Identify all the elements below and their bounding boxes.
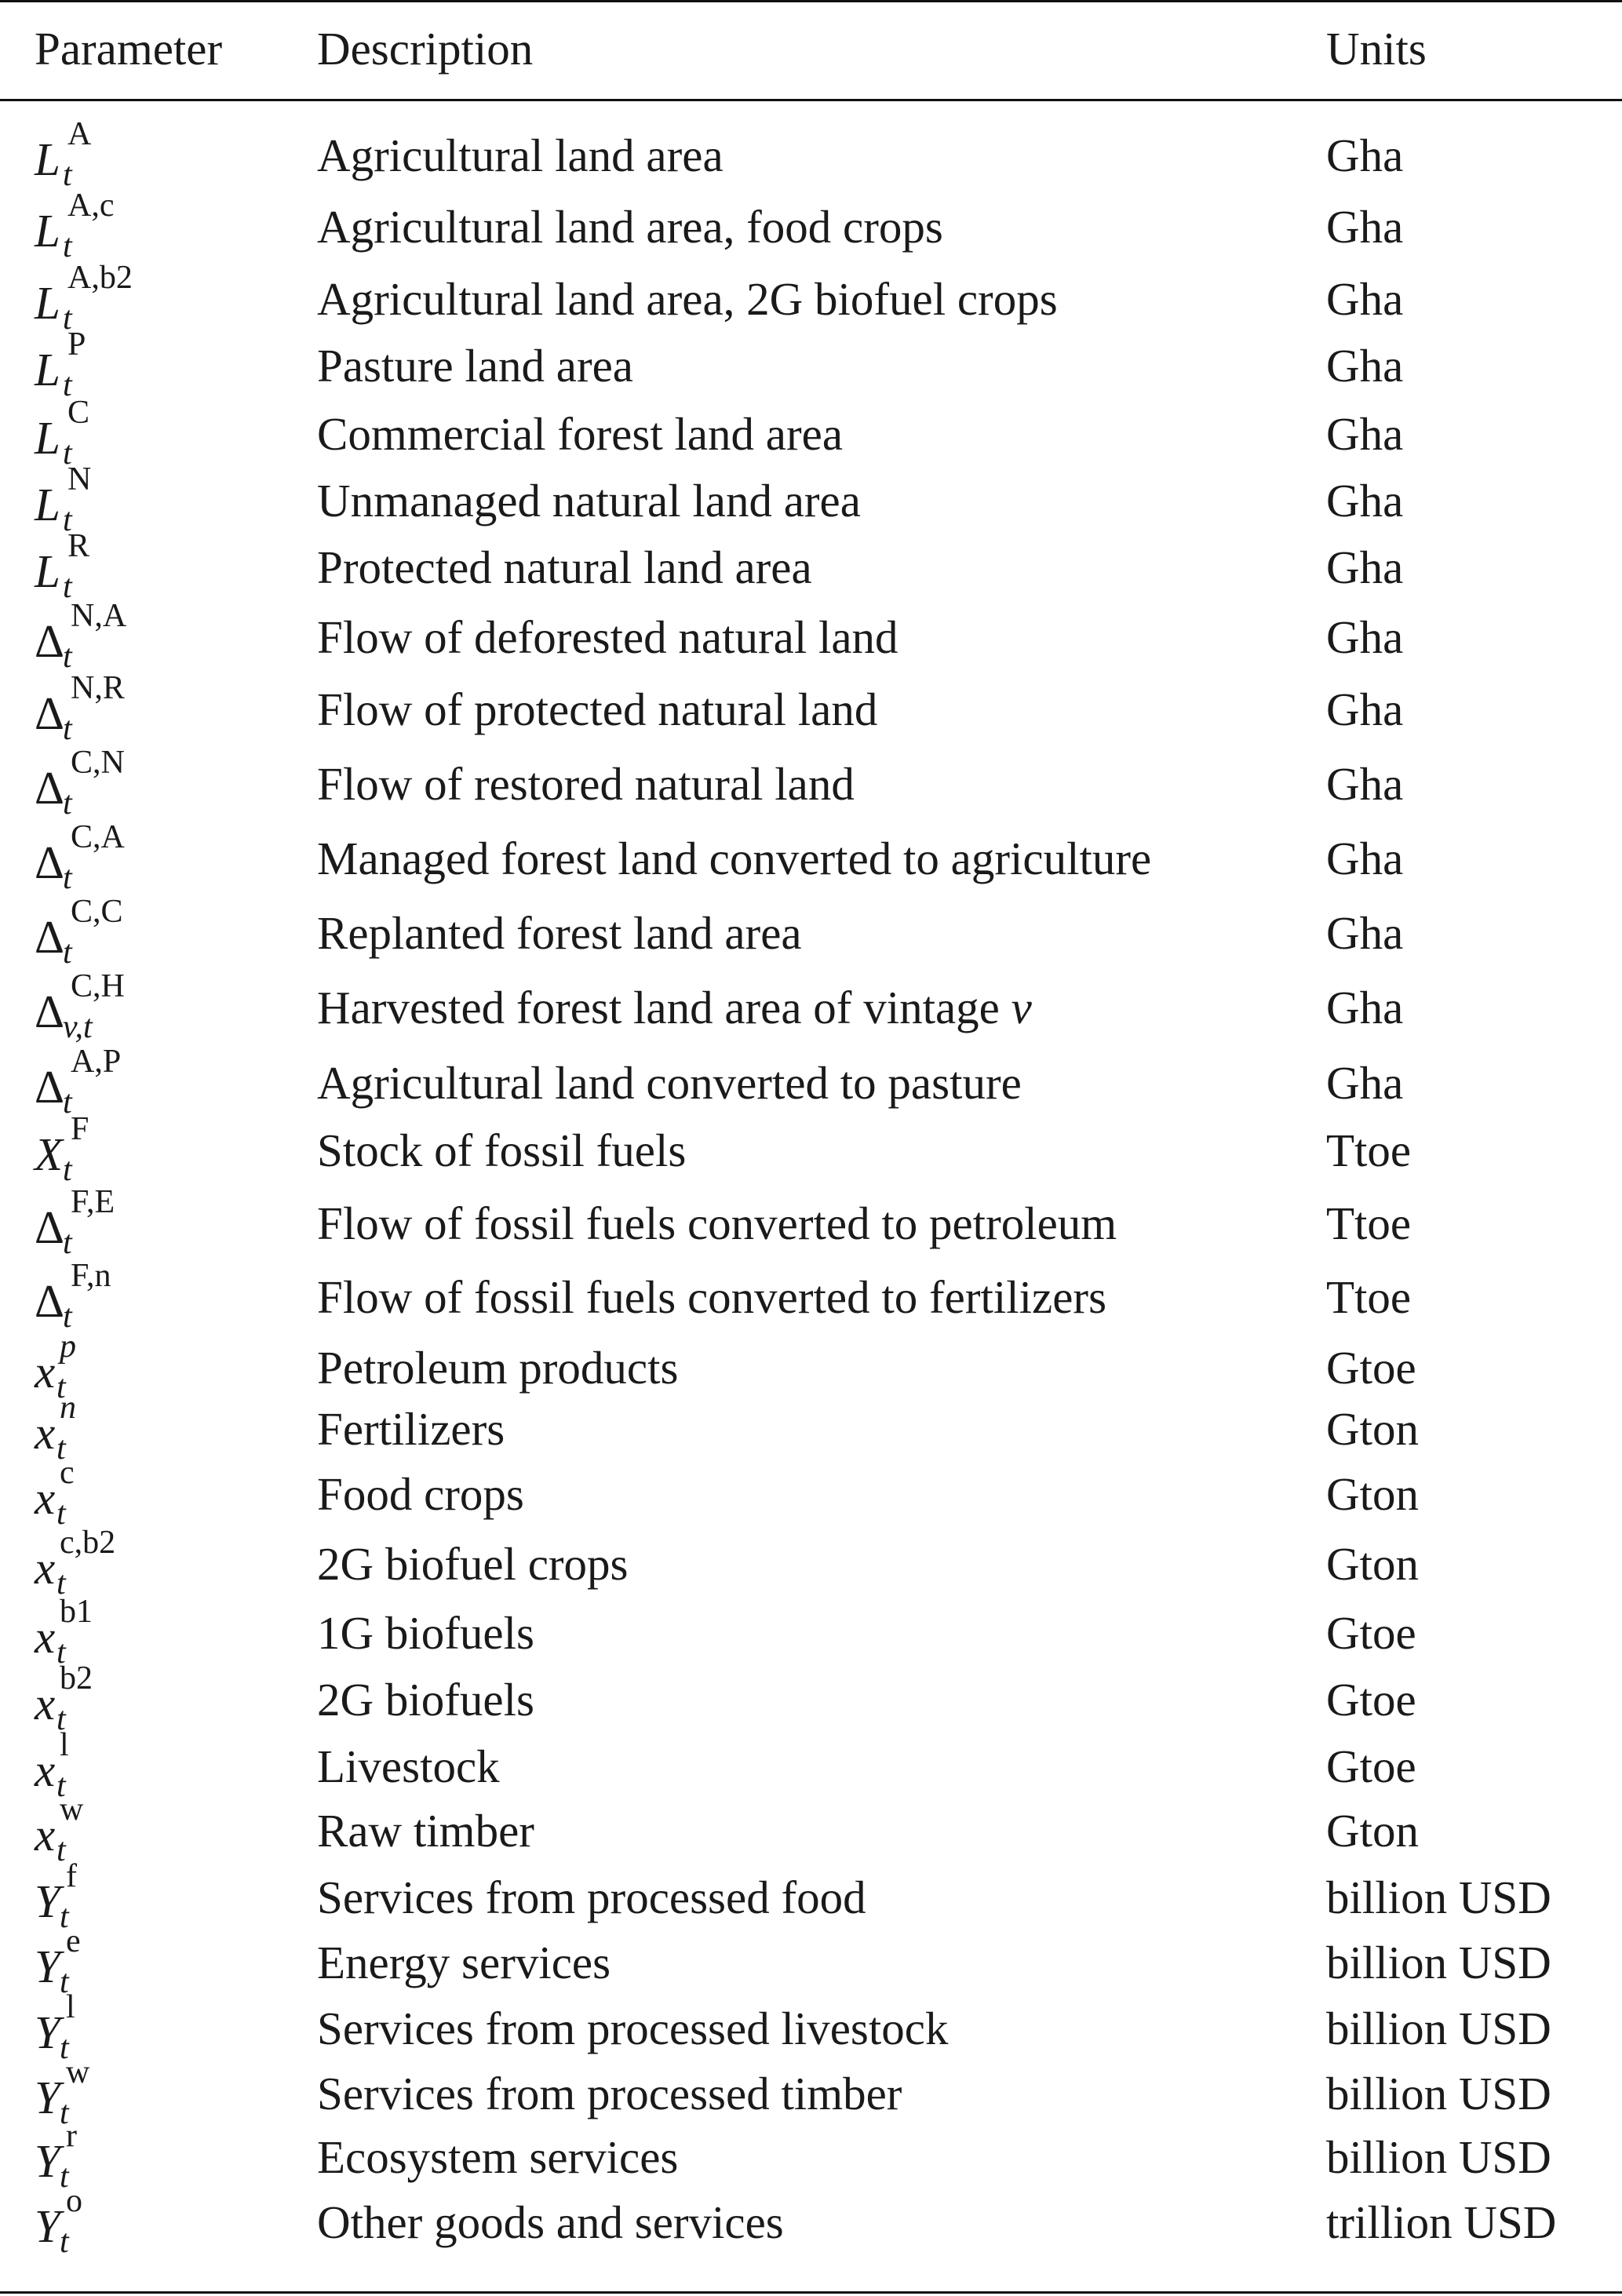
symbol-superscript: b1 <box>60 1594 93 1630</box>
row-unit: Gha <box>1326 129 1404 181</box>
parameter-symbol <box>35 894 301 971</box>
symbol-base: L <box>35 545 60 597</box>
symbol-superscript: o <box>66 2183 82 2219</box>
row-description <box>317 606 898 669</box>
row-description <box>317 195 943 258</box>
row-unit: billion USD <box>1326 1871 1551 1923</box>
symbol-base: x <box>35 1678 56 1729</box>
row-unit: Gha <box>1326 273 1404 325</box>
row-unit: Gtoe <box>1326 1740 1416 1792</box>
symbol-superscript: f <box>66 1858 77 1894</box>
symbol-base: Δ <box>35 986 64 1037</box>
table-row <box>0 1184 1622 1261</box>
description-text: Flow of deforested natural land <box>317 611 898 663</box>
parameter-symbol <box>35 1258 301 1335</box>
symbol-superscript: l <box>60 1727 69 1763</box>
table-row <box>0 188 1622 264</box>
symbol-subscript: v,t <box>63 1009 93 1045</box>
row-unit: Gtoe <box>1326 1607 1416 1659</box>
description-text: Flow of fossil fuels converted to petroleum <box>317 1197 1117 1249</box>
description-text: Energy services <box>317 1937 611 1988</box>
header-rule <box>0 99 1622 101</box>
description-text: Protected natural land area <box>317 541 812 593</box>
symbol-superscript: A <box>67 116 92 152</box>
row-description <box>317 1398 505 1460</box>
row-unit: Gton <box>1326 1538 1419 1590</box>
symbol-superscript: C,C <box>71 894 123 930</box>
row-unit: Gton <box>1326 1468 1419 1520</box>
parameter-symbol <box>35 1923 301 2000</box>
description-text: Fertilizers <box>317 1403 505 1455</box>
symbol-superscript: c,b2 <box>60 1525 116 1561</box>
symbol-subscript: t <box>56 1768 66 1804</box>
symbol-base: Δ <box>35 1061 64 1113</box>
symbol-superscript: e <box>66 1923 81 1959</box>
row-unit: Gton <box>1326 1805 1419 1857</box>
row-unit: billion USD <box>1326 1937 1551 1988</box>
table-row <box>0 260 1622 337</box>
symbol-subscript: t <box>63 157 72 193</box>
symbol-base: Δ <box>35 687 64 739</box>
symbol-subscript: t <box>60 1899 69 1935</box>
row-unit: billion USD <box>1326 2131 1551 2183</box>
row-description <box>317 1119 686 1182</box>
description-text: Commercial forest land area <box>317 408 844 460</box>
symbol-subscript: t <box>63 785 72 822</box>
description-text: Services from processed timber <box>317 2068 902 2119</box>
row-description <box>317 1735 500 1798</box>
row-description <box>317 469 861 532</box>
description-text: Harvested forest land area of vintage <box>317 982 1000 1033</box>
symbol-subscript: t <box>63 935 72 971</box>
symbol-subscript: t <box>63 1299 72 1335</box>
description-text: Agricultural land area, 2G biofuel crops <box>317 273 1058 325</box>
symbol-base: Y <box>35 2072 60 2123</box>
description-text: Ecosystem services <box>317 2131 679 2183</box>
description-text: Managed forest land converted to agriculture <box>317 833 1152 884</box>
row-unit: Ttoe <box>1326 1271 1412 1323</box>
row-unit: Gha <box>1326 201 1404 253</box>
symbol-base: x <box>35 1611 56 1663</box>
row-description <box>317 1997 948 2060</box>
symbol-subscript: t <box>63 860 72 896</box>
table-row <box>0 2183 1622 2260</box>
symbol-superscript: C <box>67 395 90 431</box>
row-unit: Gha <box>1326 1057 1404 1109</box>
row-description <box>317 536 812 599</box>
symbol-subscript: t <box>63 502 72 538</box>
symbol-base: x <box>35 1542 56 1594</box>
parameter-symbol <box>35 1525 301 1602</box>
parameter-symbol <box>35 1989 301 2066</box>
symbol-base: L <box>35 205 60 257</box>
symbol-subscript: t <box>63 711 72 747</box>
symbol-superscript: C,H <box>71 968 125 1004</box>
table-row <box>0 116 1622 193</box>
row-description <box>317 2062 902 2125</box>
row-unit: Gha <box>1326 683 1404 735</box>
table-row <box>0 1791 1622 1868</box>
parameter-symbol <box>35 461 301 538</box>
parameter-symbol <box>35 2183 301 2260</box>
description-text: Services from processed livestock <box>317 2003 949 2054</box>
symbol-subscript: t <box>56 1832 66 1868</box>
row-unit: Gton <box>1326 1403 1419 1455</box>
row-description <box>317 678 877 741</box>
symbol-base: Δ <box>35 836 64 888</box>
symbol-base: L <box>35 344 60 395</box>
table-row <box>0 1258 1622 1335</box>
symbol-subscript: t <box>63 367 72 403</box>
symbol-superscript: F,n <box>71 1258 111 1294</box>
table-row <box>0 326 1622 403</box>
table-row <box>0 598 1622 675</box>
parameter-symbol <box>35 188 301 264</box>
parameter-symbol <box>35 260 301 337</box>
row-unit: trillion USD <box>1326 2196 1557 2248</box>
table-row <box>0 1111 1622 1188</box>
symbol-subscript: t <box>56 1496 66 1532</box>
symbol-superscript: P <box>67 326 86 363</box>
table-row <box>0 1328 1622 1405</box>
parameter-symbol <box>35 395 301 472</box>
description-text: Raw timber <box>317 1805 534 1857</box>
symbol-superscript: w <box>66 2054 90 2090</box>
row-description <box>317 1266 1106 1328</box>
symbol-base: Y <box>35 2200 60 2252</box>
symbol-subscript: t <box>56 1565 66 1602</box>
symbol-subscript: t <box>63 1084 72 1121</box>
parameter-symbol <box>35 1727 301 1804</box>
table-row <box>0 745 1622 822</box>
parameter-symbol <box>35 1858 301 1935</box>
symbol-subscript: t <box>60 2224 69 2260</box>
symbol-superscript: F,E <box>71 1184 115 1220</box>
row-description <box>317 1668 534 1731</box>
table-row <box>0 1390 1622 1467</box>
row-description <box>317 403 843 465</box>
symbol-base: Y <box>35 1941 60 1992</box>
table-row <box>0 968 1622 1045</box>
symbol-base: x <box>35 1809 56 1860</box>
symbol-subscript: t <box>63 301 72 337</box>
description-text: Petroleum products <box>317 1342 679 1394</box>
symbol-superscript: l <box>66 1989 75 2025</box>
table-header <box>0 17 1622 80</box>
symbol-subscript: t <box>63 569 72 605</box>
row-description <box>317 1051 1022 1114</box>
symbol-base: x <box>35 1407 56 1459</box>
description-text: Pasture land area <box>317 340 633 392</box>
description-text: Unmanaged natural land area <box>317 475 861 527</box>
row-description <box>317 124 724 187</box>
parameter-symbol <box>35 116 301 193</box>
parameter-symbol <box>35 1455 301 1532</box>
description-text: Other goods and services <box>317 2196 784 2248</box>
symbol-superscript: N,R <box>71 670 125 706</box>
description-text: 1G biofuels <box>317 1607 534 1659</box>
description-text: Replanted forest land area <box>317 907 802 959</box>
row-unit: Ttoe <box>1326 1124 1412 1176</box>
parameter-symbol <box>35 1390 301 1467</box>
top-rule <box>0 0 1622 2</box>
row-description <box>317 1931 611 1994</box>
symbol-base: X <box>35 1128 64 1180</box>
row-unit: Gtoe <box>1326 1342 1416 1394</box>
parameter-symbol <box>35 1594 301 1671</box>
table-row <box>0 1455 1622 1532</box>
description-text: Flow of restored natural land <box>317 758 855 810</box>
symbol-base: L <box>35 277 60 329</box>
row-unit: billion USD <box>1326 2003 1551 2054</box>
table-row <box>0 894 1622 971</box>
symbol-base: Δ <box>35 762 64 814</box>
description-text: Livestock <box>317 1740 500 1792</box>
row-description <box>317 1866 866 1929</box>
description-text: Agricultural land converted to pasture <box>317 1057 1022 1109</box>
parameter-symbol <box>35 326 301 403</box>
description-text: 2G biofuel crops <box>317 1538 629 1590</box>
description-text: Agricultural land area, food crops <box>317 201 943 253</box>
table-row <box>0 1923 1622 2000</box>
row-unit: Gha <box>1326 541 1404 593</box>
symbol-superscript: A,P <box>71 1044 122 1080</box>
row-description <box>317 976 1032 1039</box>
row-description <box>317 1532 629 1595</box>
description-text: Food crops <box>317 1468 524 1520</box>
symbol-base: Δ <box>35 615 64 667</box>
table-row <box>0 395 1622 472</box>
symbol-base: Y <box>35 1875 60 1927</box>
table-row <box>0 1044 1622 1121</box>
parameter-symbol <box>35 1044 301 1121</box>
symbol-subscript: t <box>60 2159 69 2195</box>
symbol-subscript: t <box>60 1964 69 2000</box>
row-description <box>317 2126 678 2188</box>
row-description <box>317 1463 524 1525</box>
symbol-base: Δ <box>35 1275 64 1327</box>
description-text: Flow of fossil fuels converted to fertilizers <box>317 1271 1107 1323</box>
parameter-symbol <box>35 598 301 675</box>
table-row <box>0 1594 1622 1671</box>
symbol-superscript: b2 <box>60 1660 93 1696</box>
symbol-subscript: t <box>63 639 72 675</box>
parameter-symbol <box>35 745 301 822</box>
row-description <box>317 1336 678 1399</box>
table-row <box>0 819 1622 896</box>
symbol-base: Δ <box>35 1201 64 1253</box>
table-row <box>0 528 1622 605</box>
table-row <box>0 2118 1622 2195</box>
row-unit: Gha <box>1326 475 1404 527</box>
header-units: Units <box>1326 23 1427 75</box>
table-row <box>0 1727 1622 1804</box>
header-parameter: Parameter <box>35 23 223 75</box>
symbol-subscript: t <box>56 1701 66 1737</box>
row-unit: Gha <box>1326 758 1404 810</box>
symbol-superscript: n <box>60 1390 76 1426</box>
symbol-subscript: t <box>56 1430 66 1467</box>
table-row <box>0 1858 1622 1935</box>
symbol-base: Y <box>35 2006 60 2058</box>
description-text: 2G biofuels <box>317 1674 534 1726</box>
symbol-superscript: C,N <box>71 745 125 781</box>
symbol-superscript: p <box>60 1328 76 1365</box>
row-unit: Gha <box>1326 833 1404 884</box>
row-unit: Gha <box>1326 340 1404 392</box>
symbol-subscript: t <box>60 2030 69 2066</box>
parameter-symbol <box>35 1791 301 1868</box>
table-row <box>0 2054 1622 2131</box>
symbol-base: x <box>35 1346 56 1398</box>
symbol-superscript: c <box>60 1455 75 1491</box>
symbol-subscript: t <box>63 436 72 472</box>
table-row <box>0 1525 1622 1602</box>
row-unit: Gha <box>1326 982 1404 1033</box>
symbol-superscript: r <box>66 2118 77 2154</box>
symbol-superscript: F <box>71 1111 89 1147</box>
parameter-symbol <box>35 968 301 1045</box>
symbol-base: L <box>35 133 60 185</box>
table-row <box>0 461 1622 538</box>
description-variable: v <box>1011 982 1032 1033</box>
description-text: Flow of protected natural land <box>317 683 878 735</box>
parameter-symbol <box>35 2118 301 2195</box>
row-description <box>317 1602 534 1664</box>
symbol-subscript: t <box>60 2095 69 2131</box>
symbol-base: L <box>35 479 60 530</box>
symbol-superscript: N <box>67 461 92 497</box>
symbol-base: Y <box>35 2135 60 2187</box>
symbol-subscript: t <box>56 1635 66 1671</box>
symbol-superscript: A,b2 <box>67 260 133 296</box>
header-description: Description <box>317 23 534 75</box>
parameter-symbol <box>35 528 301 605</box>
parameter-symbol <box>35 670 301 747</box>
symbol-base: Δ <box>35 911 64 963</box>
row-unit: Gha <box>1326 907 1404 959</box>
description-text: Services from processed food <box>317 1871 866 1923</box>
parameter-symbol <box>35 1111 301 1188</box>
symbol-base: L <box>35 412 60 464</box>
symbol-superscript: A,c <box>67 188 115 224</box>
row-unit: Gha <box>1326 611 1404 663</box>
row-description <box>317 334 633 397</box>
row-unit: Ttoe <box>1326 1197 1412 1249</box>
symbol-subscript: t <box>63 1225 72 1261</box>
row-unit: Gtoe <box>1326 1674 1416 1726</box>
symbol-superscript: w <box>60 1791 84 1828</box>
row-description <box>317 753 855 815</box>
row-description <box>317 827 1151 890</box>
table-row <box>0 1989 1622 2066</box>
parameter-symbol <box>35 1184 301 1261</box>
table-row <box>0 1660 1622 1737</box>
symbol-base: x <box>35 1472 56 1524</box>
symbol-superscript: C,A <box>71 819 125 855</box>
bottom-rule <box>0 2291 1622 2294</box>
symbol-superscript: N,A <box>71 598 127 634</box>
row-unit: billion USD <box>1326 2068 1551 2119</box>
parameter-symbol <box>35 2054 301 2131</box>
symbol-subscript: t <box>63 1152 72 1188</box>
parameter-symbol <box>35 1660 301 1737</box>
description-text: Agricultural land area <box>317 129 724 181</box>
row-description <box>317 1192 1117 1255</box>
row-description <box>317 1799 534 1862</box>
symbol-subscript: t <box>56 1369 66 1405</box>
description-text: Stock of fossil fuels <box>317 1124 687 1176</box>
parameter-symbol <box>35 819 301 896</box>
symbol-subscript: t <box>63 228 72 264</box>
row-description <box>317 268 1058 330</box>
row-description <box>317 2191 784 2254</box>
symbol-base: x <box>35 1744 56 1796</box>
row-unit: Gha <box>1326 408 1404 460</box>
symbol-superscript: R <box>67 528 90 564</box>
row-description <box>317 902 802 964</box>
table-row <box>0 670 1622 747</box>
